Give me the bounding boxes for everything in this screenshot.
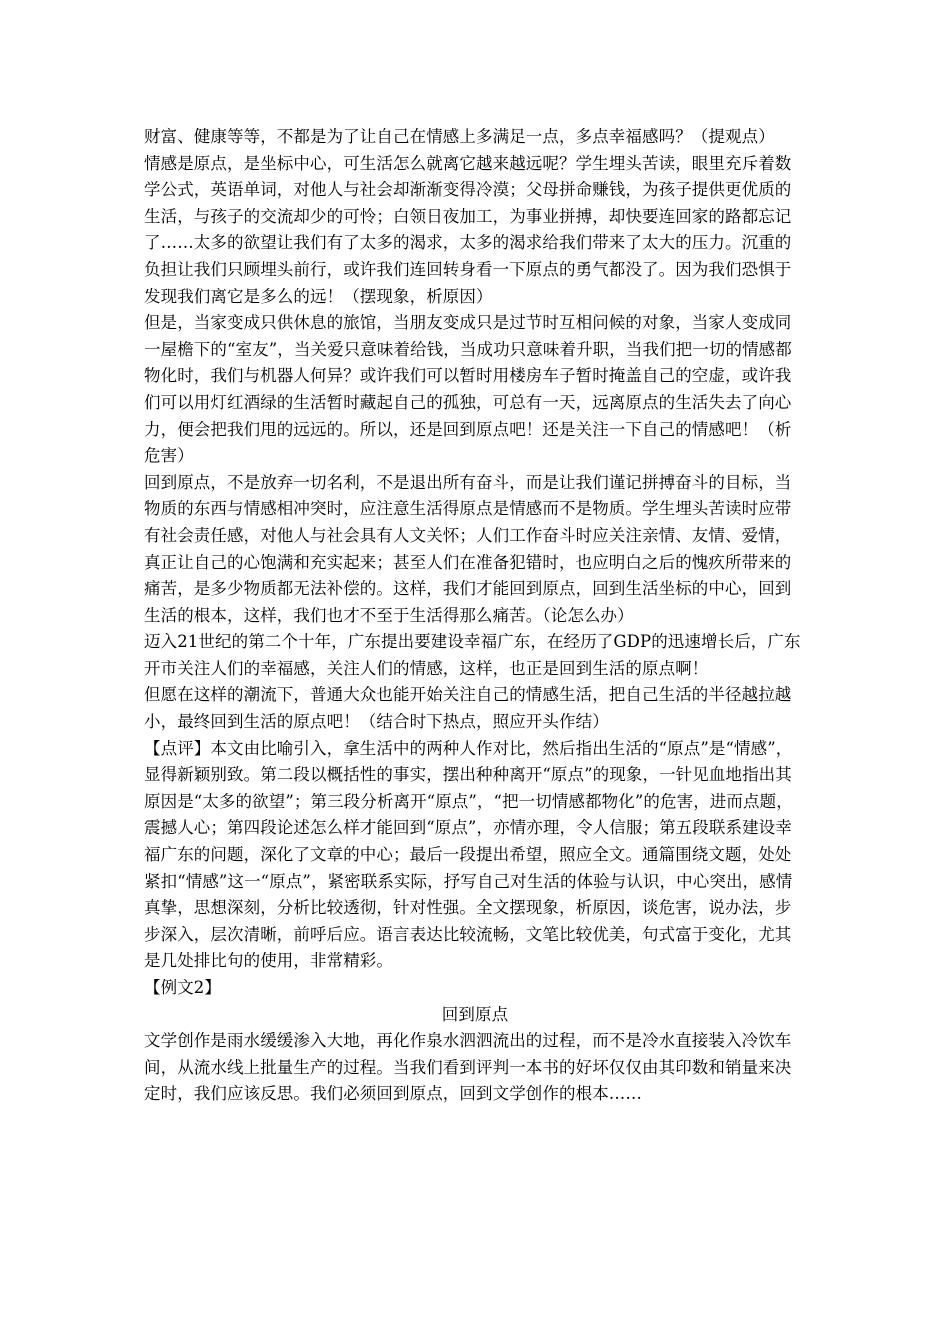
- paragraph-harm: 但是，当家变成只供休息的旅馆，当朋友变成只是过节时互相问候的对象，当家人变成同一屋檐下的“室友”，当关爱只意味着给钱，当成功只意味着升职，当我们把一切的情感都物化时，我们与机器人何异？或许我们可以暂时用楼房车子暂时掩盖自己的空虚，或许我们可以用灯红酒绿的生活暂时藏起自己的孤独，可总有一天，远离原点的生活失去了向心力，便会把我们甩的远远的。所以，还是回到原点吧！还是关注一下自己的情感吧！（析危害）: [144, 313, 792, 466]
- paragraph-guangdong: 迈入21世纪的第二个十年，广东提出要建设幸福广东，在经历了GDP的迅速增长后，广东开市关注人们的幸福感，关注人们的情感，这样，也正是回到生活的原点啊！: [144, 632, 801, 678]
- essay-paragraph: 文学创作是雨水缓缓渗入大地，再化作泉水泗泗流出的过程，而不是冷水直接装入冷饮车间，从流水线上批量生产的过程。当我们看到评判一本书的好坏仅仅由其印数和销量来决定时，我们应该反思。我们必须回到原点，回到文学创作的根本……: [144, 1031, 792, 1104]
- paragraph-viewpoint: 财富、健康等等，不都是为了让自己在情感上多满足一点，多点幸福感吗？（提观点）: [144, 127, 775, 146]
- example-heading: 【例文2】: [144, 978, 221, 997]
- paragraph-commentary: 【点评】本文由比喻引入，拿生活中的两种人作对比，然后指出生活的“原点”是“情感”，显得新颖别致。第二段以概括性的事实，摆出种种离开“原点”的现象，一针见血地指出其原因是“太多的欲望”；第三段分析离开“原点”，“把一切情感都物化”的危害，进而点题，震撼人心；第四段论述怎么样才能回到“原点”，亦情亦理，令人信服；第五段联系建设幸福广东的问题，深化了文章的中心；最后一段提出希望，照应全文。通篇围绕文题，处处紧扣“情感”这一“原点”，紧密联系实际，抒写自己对生活的体验与认识，中心突出，感情真挚，思想深刻，分析比较透彻，针对性强。全文摆现象，析原因，谈危害，说办法，步步深入，层次清晰，前呼后应。语言表达比较流畅，文笔比较优美，句式富于变化，尤其是几处排比句的使用，非常精彩。: [144, 738, 793, 971]
- paragraph-solution: 回到原点，不是放弃一切名利，不是退出所有奋斗，而是让我们谨记拼搏奋斗的目标，当物质的东西与情感相冲突时，应注意生活得原点是情感而不是物质。学生埋头苦读时应带有社会责任感，对他人与社会具有人文关怀；人们工作奋斗时应关注亲情、友情、爱情，真正让自己的心饱满和充实起来；甚至人们在准备犯错时，也应明白之后的愧疚所带来的痛苦，是多少物质都无法补偿的。这样，我们才能回到原点，回到生活坐标的中心，回到生活的根本，这样，我们也才不至于生活得那么痛苦。（论怎么办）: [144, 472, 792, 625]
- paragraph-conclusion: 但愿在这样的潮流下，普通大众也能开始关注自己的情感生活，把自己生活的半径越拉越小，最终回到生活的原点吧！（结合时下热点，照应开头作结）: [144, 685, 792, 732]
- paragraph-phenomenon: 情感是原点，是坐标中心，可生活怎么就离它越来越远呢？学生埋头苦读，眼里充斥着数学公式，英语单词，对他人与社会却渐渐变得冷漠；父母拼命赚钱，为孩子提供更优质的生活，与孩子的交流却少的可怜；白领日夜加工，为事业拼搏，却快要连回家的路都忘记了……太多的欲望让我们有了太多的渴求，太多的渴求给我们带来了太大的压力。沉重的负担让我们只顾埋头前行，或许我们连回转身看一下原点的勇气都没了。因为我们恐惧于发现我们离它是多么的远！（摆现象，析原因）: [144, 153, 792, 306]
- document-body: [144, 124, 806, 1108]
- essay-title: 回到原点: [441, 1004, 509, 1024]
